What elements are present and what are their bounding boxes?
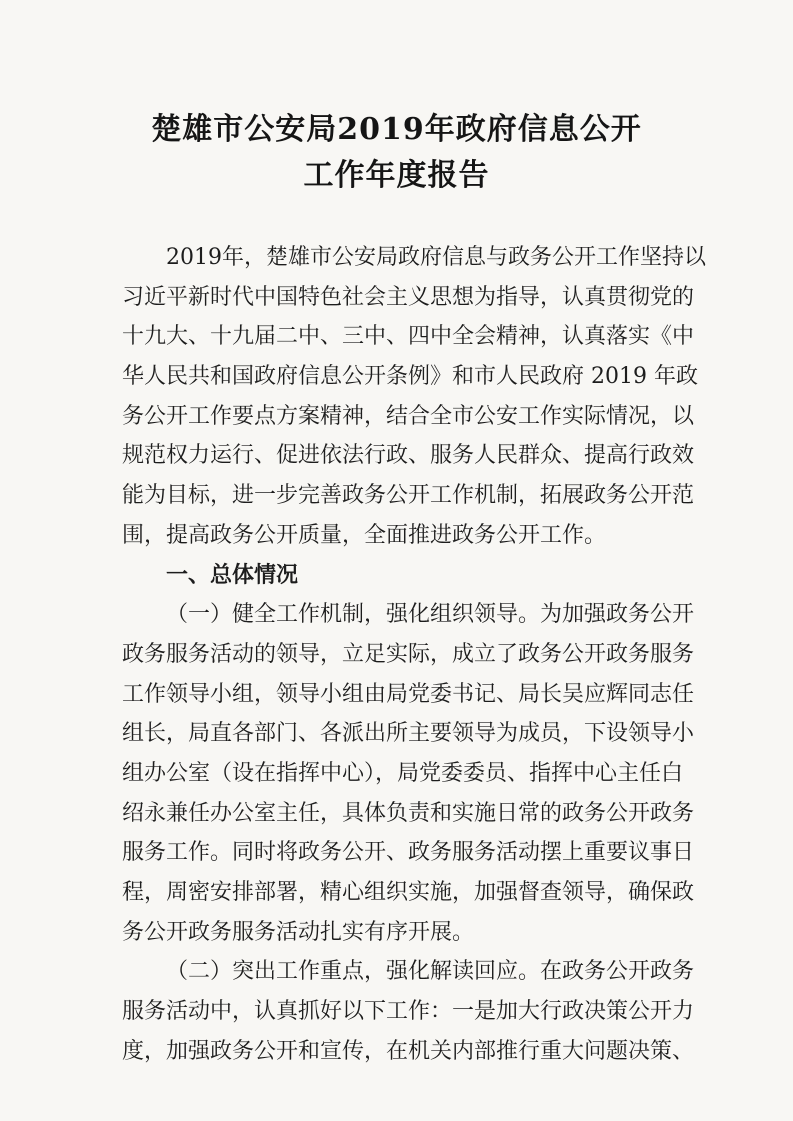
- paragraph-line: 十九大、十九届二中、三中、四中全会精神，认真落实《中: [122, 324, 695, 350]
- document-body: [122, 238, 706, 1071]
- paragraph-line: 规范权力运行、促进依法行政、服务人民群众、提高行政效: [122, 443, 695, 469]
- paragraph-line: 能为目标，进一步完善政务公开工作机制，拓展政务公开范: [122, 483, 695, 509]
- paragraph-line: 习近平新时代中国特色社会主义思想为指导，认真贯彻党的: [122, 284, 695, 310]
- paragraph-line: 工作领导小组，领导小组由局党委书记、局长吴应辉同志任: [122, 681, 695, 707]
- paragraph-line: 组长，局直各部门、各派出所主要领导为成员，下设领导小: [122, 721, 695, 747]
- paragraph-line: 服务工作。同时将政务公开、政务服务活动摆上重要议事日: [122, 840, 695, 866]
- paragraph-line: 围，提高政务公开质量，全面推进政务公开工作。: [122, 522, 607, 548]
- section-heading: 一、总体情况: [166, 561, 299, 588]
- paragraph-line: 服务活动中，认真抓好以下工作：一是加大行政决策公开力: [122, 999, 695, 1025]
- paragraph-line: 度，加强政务公开和宣传，在机关内部推行重大问题决策、: [122, 1038, 695, 1064]
- document-title-line-2: 工作年度报告: [303, 158, 490, 193]
- paragraph-line: 组办公室（设在指挥中心），局党委委员、指挥中心主任白: [122, 760, 684, 786]
- paragraph-line: （二）突出工作重点，强化解读回应。在政务公开政务: [166, 959, 695, 985]
- document-title-line-1: 楚雄市公安局2019年政府信息公开: [151, 112, 642, 147]
- paragraph-line: 务公开政务服务活动扎实有序开展。: [122, 919, 475, 945]
- paragraph-line: 绍永兼任办公室主任，具体负责和实施日常的政务公开政务: [122, 800, 695, 826]
- paragraph-line: 程，周密安排部署，精心组织实施，加强督查领导，确保政: [122, 880, 695, 905]
- paragraph-line: （一）健全工作机制，强化组织领导。为加强政务公开: [166, 602, 695, 628]
- paragraph-line: 2019年，楚雄市公安局政府信息与政务公开工作坚持以: [166, 245, 706, 270]
- paragraph-line: 政务服务活动的领导，立足实际，成立了政务公开政务服务: [122, 641, 695, 667]
- paragraph-line: 务公开工作要点方案精神，结合全市公安工作实际情况，以: [122, 403, 695, 429]
- paragraph-line: 华人民共和国政府信息公开条例》和市人民政府 2019 年政: [122, 364, 698, 390]
